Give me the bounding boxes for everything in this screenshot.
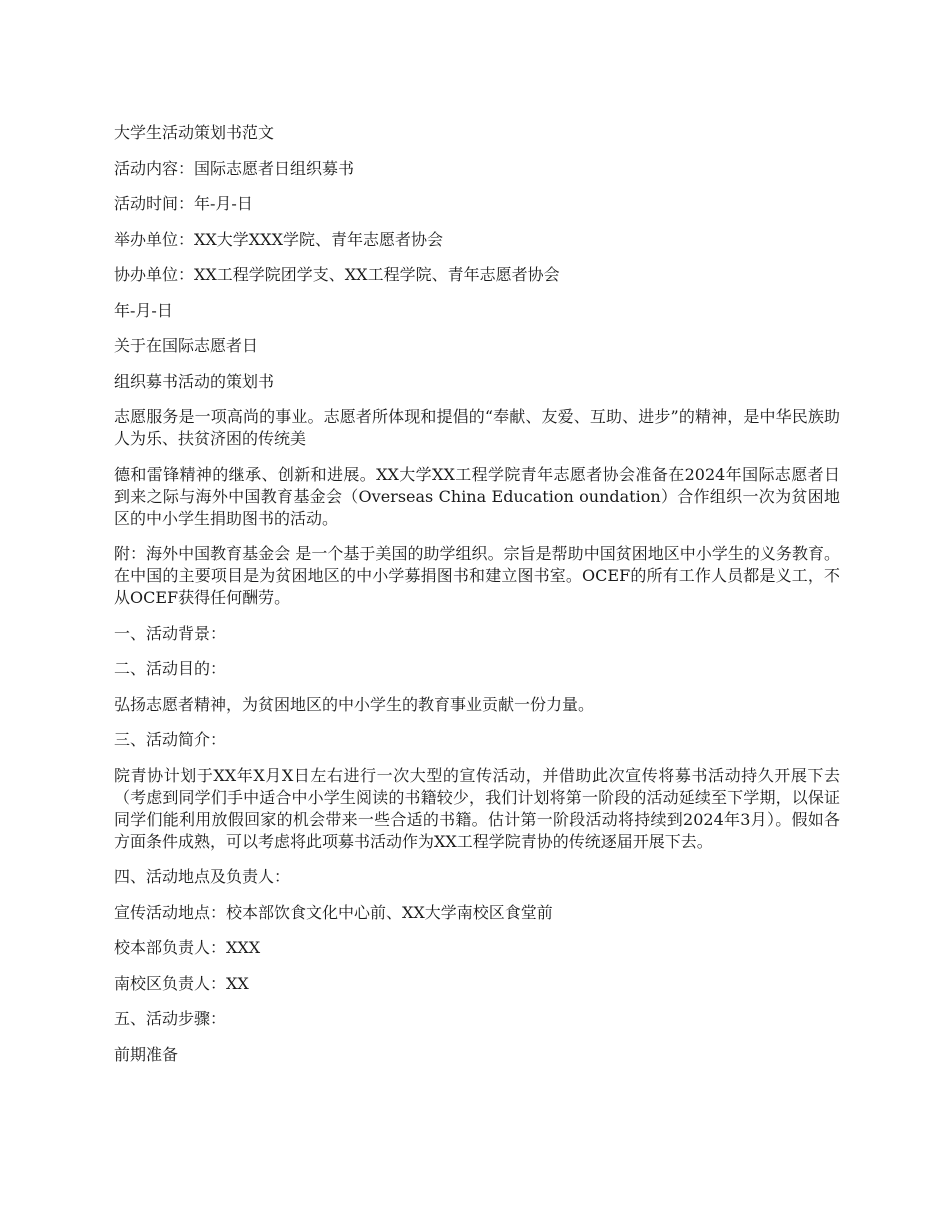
location-text: 宣传活动地点：校本部饮食文化中心前、XX大学南校区食堂前: [114, 902, 553, 922]
summary-text: 院青协计划于XX年X月X日左右进行一次大型的宣传活动，并借助此次宣传将募书活动持久开展下去（考虑到同学们手中适合中小学生阅读的书籍较少，我们计划将第一阶段的活动延续至下学期，以保证同学们能利用放假回家的机会带来一些合适的书籍。估计第一阶段活动将持续到2024年3月）。假如各方面条件成熟，可以考虑将此项募书活动作为XX工程学院青协的传统逐届开展下去。: [114, 765, 840, 851]
section-summary-heading: 三、活动简介：: [114, 730, 227, 749]
intro-paragraph-continued: 德和雷锋精神的继承、创新和进展。XX大学XX工程学院青年志愿者协会准备在2024年国际志愿者日到来之际与海外中国教育基金会（Overseas China Education oundation）合作组织一次为贫困地区的中小学生捐助图书的活动。: [114, 464, 840, 528]
plan-heading-line-2: 组织募书活动的策划书: [114, 371, 275, 391]
main-campus-lead: 校本部负责人：XXX: [114, 938, 261, 957]
section-purpose-heading: 二、活动目的：: [114, 659, 227, 678]
document-body: [114, 122, 840, 1079]
appendix-note: 附：海外中国教育基金会 是一个基于美国的助学组织。宗旨是帮助中国贫困地区中小学生的义务教育。在中国的主要项目是为贫困地区的中小学募捐图书和建立图书室。OCEF的所有工作人员都是义工，不从OCEF获得任何酬劳。: [114, 544, 840, 607]
south-campus-lead: 南校区负责人：XX: [114, 973, 249, 993]
plan-heading-line-1: 关于在国际志愿者日: [114, 336, 259, 355]
activity-content: 活动内容：国际志愿者日组织募书: [114, 158, 355, 178]
organizer: 举办单位：XX大学XXX学院、青年志愿者协会: [114, 229, 443, 249]
section-location-heading: 四、活动地点及负责人：: [114, 867, 291, 886]
section-steps-heading: 五、活动步骤：: [114, 1009, 227, 1028]
document-date: 年-月-日: [114, 300, 173, 320]
purpose-text: 弘扬志愿者精神，为贫困地区的中小学生的教育事业贡献一份力量。: [114, 694, 595, 714]
intro-paragraph: 志愿服务是一项高尚的事业。志愿者所体现和提倡的“奉献、友爱、互助、进步”的精神，是中华民族助人为乐、扶贫济困的传统美: [114, 407, 840, 448]
preparation-heading: 前期准备: [114, 1044, 179, 1064]
co-organizer: 协办单位：XX工程学院团学支、XX工程学院、青年志愿者协会: [114, 265, 560, 284]
document-title: 大学生活动策划书范文: [114, 123, 275, 142]
activity-time: 活动时间：年-月-日: [114, 194, 253, 213]
section-background-heading: 一、活动背景：: [114, 623, 227, 643]
